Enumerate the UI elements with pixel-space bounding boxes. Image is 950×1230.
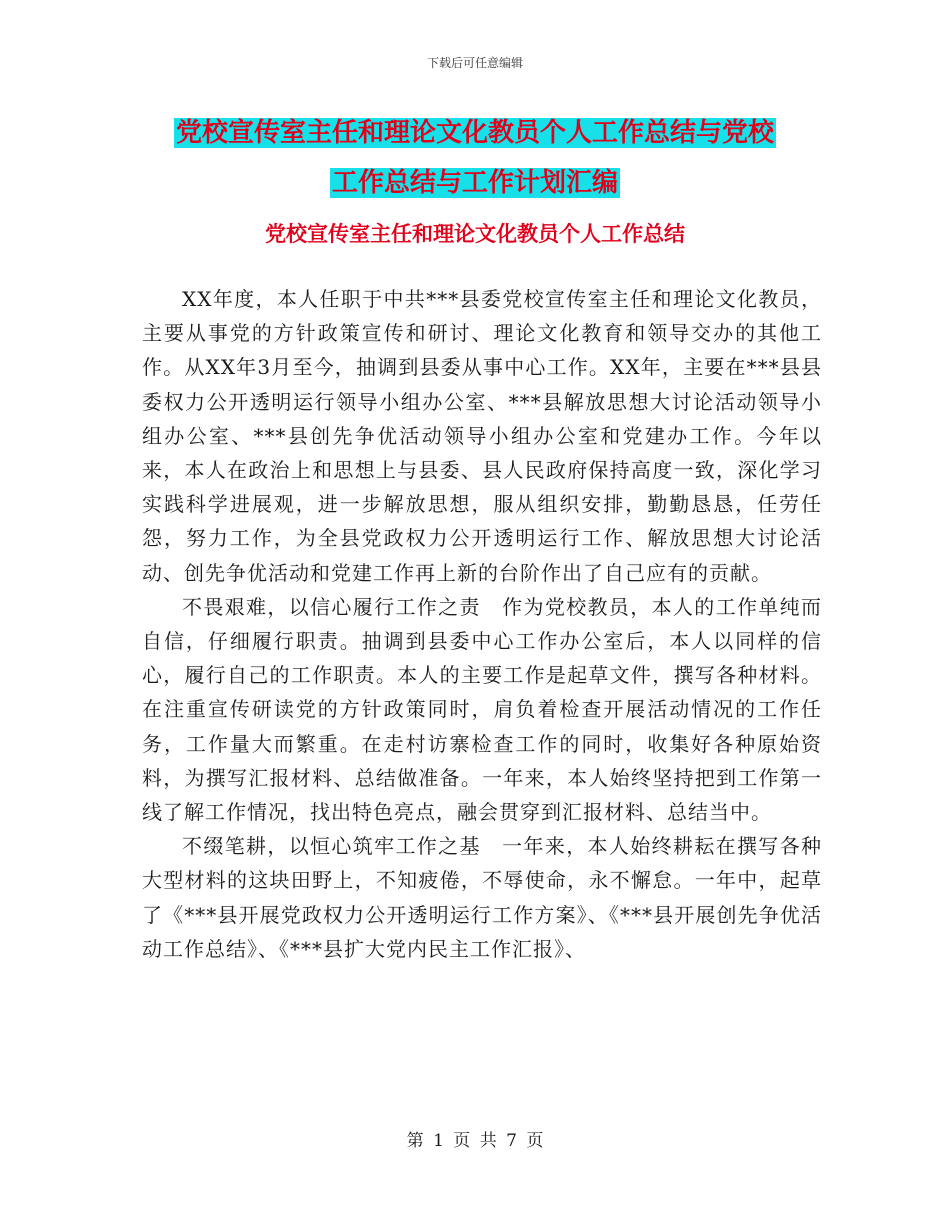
document-title-line-1: 党校宣传室主任和理论文化教员个人工作总结与党校 xyxy=(175,118,774,148)
page-number-footer: 第 1 页 共 7 页 xyxy=(406,1131,544,1151)
document-title-line-2: 工作总结与工作计划汇编 xyxy=(331,168,618,198)
section-title: 党校宣传室主任和理论文化教员个人工作总结 xyxy=(265,221,685,246)
paragraph-2: 不畏艰难，以信心履行工作之责 作为党校教员，本人的工作单纯而自信，仔细履行职责。抽调到县委中心工作办公室后，本人以同样的信心，履行自己的工作职责。本人的主要工作是起草文件，撰写各种材料。在注重宣传研读党的方针政策同时，肩负着检查开展活动情况的工作任务，工作量大而繁重。在走村访寨检查工作的同时，收集好各种原始资料，为撰写汇报材料、总结做准备。一年来，本人始终坚持把到工作第一线了解工作情况，找出特色亮点，融会贯穿到汇报材料、总结当中。 xyxy=(142,594,822,825)
page-header-note: 下载后可任意编辑 xyxy=(426,56,523,70)
body-text xyxy=(142,282,822,966)
paragraph-3: 不缀笔耕，以恒心筑牢工作之基 一年来，本人始终耕耘在撰写各种大型材料的这块田野上，不知疲倦，不辱使命，永不懈怠。一年中，起草了《***县开展党政权力公开透明运行工作方案》、《***县开展创先争优活动工作总结》、《***县扩大党内民主工作汇报》、 xyxy=(142,834,822,961)
document-title xyxy=(0,108,950,208)
paragraph-1: XX年度，本人任职于中共***县委党校宣传室主任和理论文化教员，主要从事党的方针政策宣传和研讨、理论文化教育和领导交办的其他工作。从XX年3月至今，抽调到县委从事中心工作。XX年，主要在***县县委权力公开透明运行领导小组办公室、***县解放思想大讨论活动领导小组办公室、***县创先争优活动领导小组办公室和党建办工作。今年以来，本人在政治上和思想上与县委、县人民政府保持高度一致，深化学习实践科学进展观，进一步解放思想，服从组织安排，勤勤恳恳，任劳任怨，努力工作，为全县党政权力公开透明运行工作、解放思想大讨论活动、创先争优活动和党建工作再上新的台阶作出了自己应有的贡献。 xyxy=(142,287,822,585)
